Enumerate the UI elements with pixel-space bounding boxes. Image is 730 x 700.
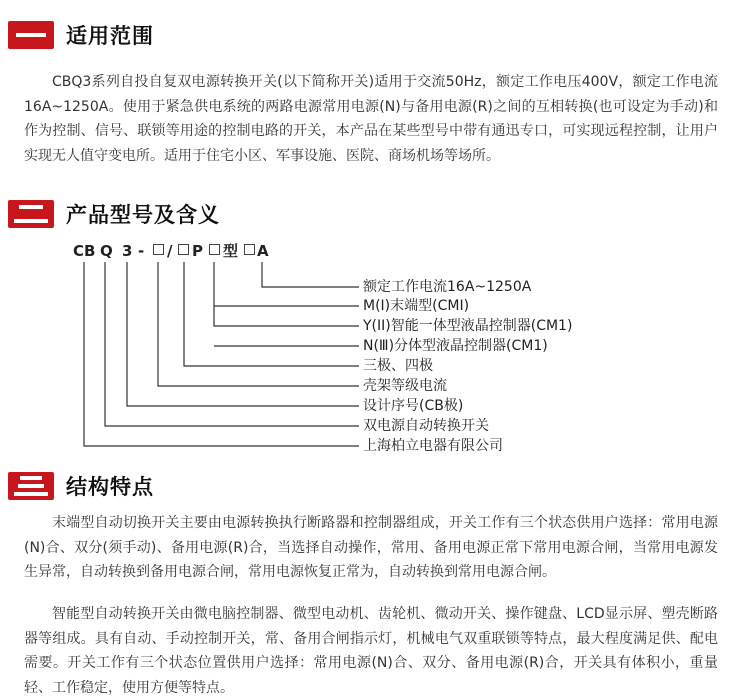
desc-y-type: Y(II)智能一体型液晶控制器(CM1) — [363, 318, 573, 334]
code-slash: / — [167, 242, 173, 260]
desc-serial: 设计序号(CB极) — [363, 398, 464, 414]
line-type — [214, 262, 359, 326]
section-heading-3 — [8, 471, 154, 501]
section3-paragraph-1: 末端型自动切换开关主要由电源转换执行断路器和控制器组成，开关工作有三个状态供用户选择：常用电源(N)合、双分(须手动)、备用电源(R)合，当选择自动操作，常用、备用电源正常下常用电源合闸，当常用电源发生异常，自动转换到备用电源合闸，常用电源恢复正常为，自动转换到常用电源合闸。 — [24, 515, 718, 580]
section3-paragraph-2: 智能型自动转换开关由微电脑控制器、微型电动机、齿轮机、微动开关、操作键盘、LCD显示屏、塑壳断路器等组成。具有自动、手动控制开关，常、备用合闸指示灯，机械电气双重联锁等特点，最大程度满足供、配电需要。开关工作有三个状态位置供用户选择：常用电源(N)合、双分、备用电源(R)合，开关具有体积小，重量轻、工作稳定，使用方便等特点。 — [24, 606, 718, 696]
desc-ats: 双电源自动转换开关 — [363, 418, 489, 434]
line-serial — [127, 262, 359, 406]
section-title-1: 适用范围 — [66, 24, 154, 48]
code-a: A — [257, 242, 269, 260]
code-dash: - — [138, 242, 145, 260]
desc-m-type: M(I)末端型(CMI) — [363, 298, 470, 314]
code-xing: 型 — [223, 242, 239, 260]
desc-poles: 三极、四极 — [363, 358, 433, 374]
line-poles — [184, 262, 359, 366]
section-title-3: 结构特点 — [66, 475, 154, 499]
line-current — [262, 262, 359, 287]
code-p: P — [192, 242, 203, 260]
desc-rated-current: 额定工作电流16A~1250A — [363, 279, 532, 295]
numeral-three-icon — [8, 472, 54, 500]
desc-company: 上海柏立电器有限公司 — [363, 438, 503, 454]
desc-frame-current: 壳架等级电流 — [363, 378, 447, 394]
code-3: 3 — [122, 242, 133, 260]
code-q: Q — [100, 242, 113, 260]
section-title-2: 产品型号及含义 — [66, 203, 220, 227]
code-cb: CB — [73, 242, 96, 260]
section1-paragraph: CBQ3系列自投自复双电源转换开关(以下简称开关)适用于交流50Hz，额定工作电压400V，额定工作电流16A~1250A。使用于紧急供电系统的两路电源常用电源(N)与备用电源(R)之间的互相转换(也可设定为手动)和作为控制、信号、联锁等用途的控制电路的开关，本产品在某些型号中带有通迅专口，可实现远程控制，让用户实现无人值守变电所。适用于住宅小区、军事设施、医院、商场机场等场所。 — [24, 74, 718, 164]
desc-n-type: N(Ⅲ)分体型液晶控制器(CM1) — [363, 338, 548, 354]
line-frame — [158, 262, 359, 386]
line-cb — [84, 262, 359, 446]
